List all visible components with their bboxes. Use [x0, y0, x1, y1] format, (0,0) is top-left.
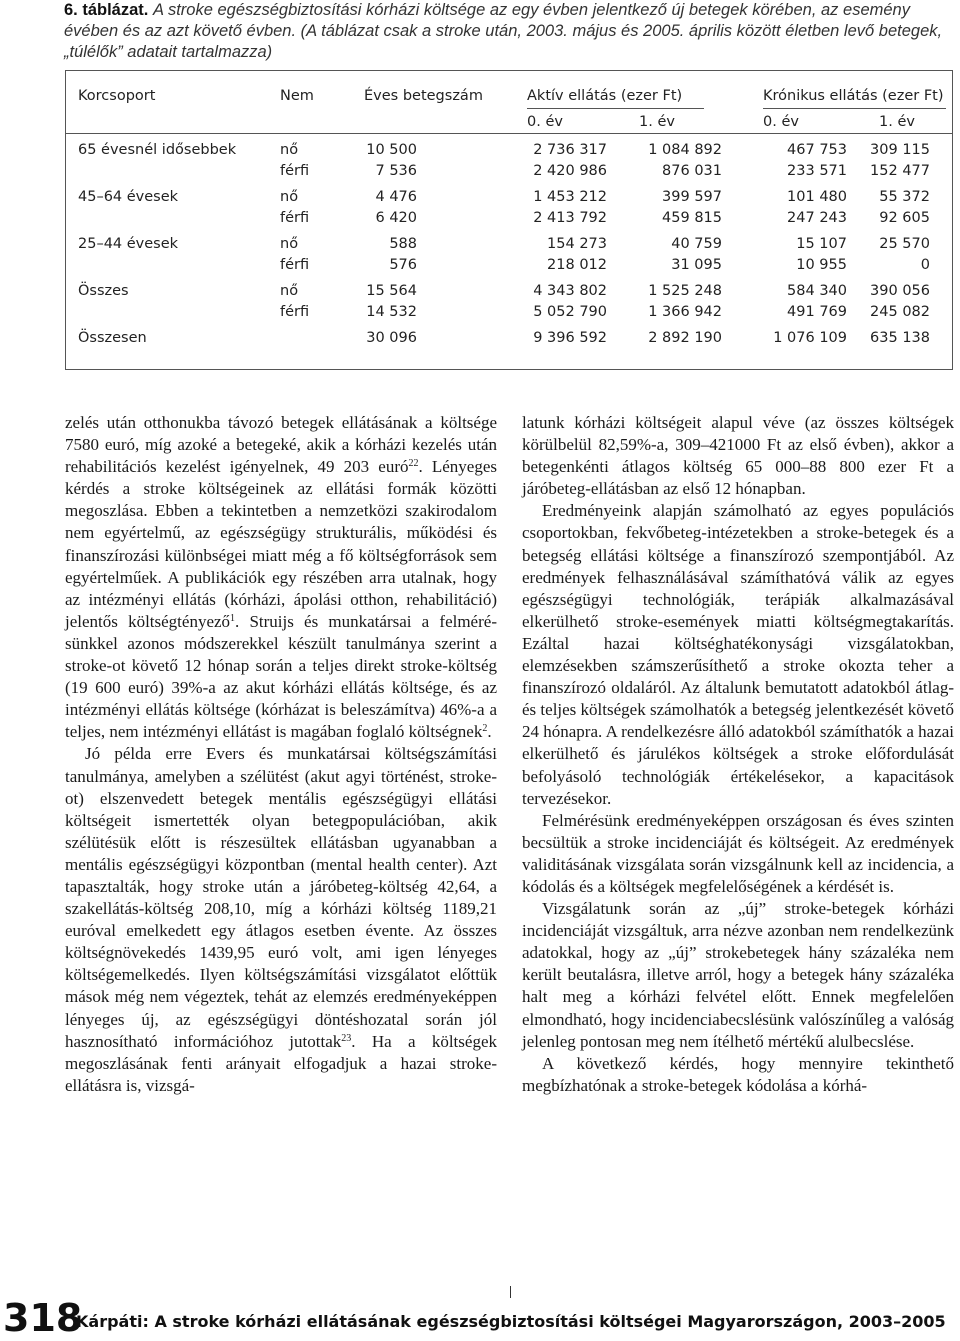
running-title: Kárpáti: A stroke kórházi ellátásának egészségbiztosítási költségei Magyarországon, 2003–2005 [76, 1312, 946, 1331]
table-cell-a1: 399 597 [662, 189, 722, 205]
table-cell-age: Összesen [78, 330, 147, 346]
subheader-active-year0: 0. év [527, 114, 563, 130]
table-cell-count: 576 [389, 257, 417, 273]
header-age-group: Korcsoport [78, 88, 156, 104]
table-cell-a1: 876 031 [662, 163, 722, 179]
table-cell-a1: 1 525 248 [648, 283, 722, 299]
table-cell-count: 10 500 [366, 142, 417, 158]
paragraph: latunk kórházi költségeit alapul véve (az összes költségek körülbelül 82,59%-a, 309–421000 Ft az első évben), akkor a betegenkénti átlagos költség 65 000–88 800 ezer Ft a járóbeteg-ellátásban az első 12 hónapban. [522, 413, 954, 499]
table-caption-text: A stroke egészségbiztosítási kórházi költsége az egy évben jelentkező új betegek körében, az esemény évében és az azt követő évben. (A táblázat csak a stroke után, 2003. május és 2005. április között életben levő betegek, „túlélők” adatait tartalmazza) [64, 1, 943, 61]
table-cell-a0: 4 343 802 [533, 283, 607, 299]
table-cell-a0: 218 012 [547, 257, 607, 273]
table-cell-c1: 92 605 [879, 210, 930, 226]
table-cell-c1: 635 138 [870, 330, 930, 346]
paragraph: Vizsgálatunk során az „új” stroke-betegek kórházi incidenciáját vizsgáltuk, arra nézve azonban nem rendelkezünk adatokkal, hogy az „új” strokebetegek hány százaléka nem került beutalásra, illetve arról, hogy a betegek hány százaléka halt meg a kórházi felvétel előtt. Ennek megfelelően elmondható, hogy incidenciabecslésünk valószínűleg a valóság jelenleg pontosan meg nem ítélhető mértékű alulbecslése. [522, 899, 954, 1051]
table-cell-c0: 10 955 [796, 257, 847, 273]
paragraph: Jó példa erre Evers és munkatársai költségszámítási tanulmánya, amelyben a szélütést (akut agyi történést, stroke-ot) elszenvedett betegek mentális egészségügyi ellátási költségeit ismertették olyan betegpopulációban, akik szélütésük előtt is részesültek ellátásban ugyanabban a mentális egészségügyi központban (mental health center). Azt tapasztalták, hogy stroke után a járóbeteg-költség 42,64, a szakellátás-költség 208,10, míg a kórházi költség 1189,21 euróval emelkedett egy átlagos esetben évente. Az összes költségnövekedés 1439,95 euró volt, ami igen lényeges költségemelkedés. Ilyen költségszámítási vizsgálatot előttük mások még nem végeztek, tehát az elemzés eredményeképpen lényeges új, az egészségügyi döntéshozatal során jól hasznosítható információhoz jutottak$^{23}$. Ha a költségek megoszlásának fenti arányait elfogadjuk a hazai stroke-ellátásra is, vizsgá- [65, 744, 497, 1095]
table-cell-c0: 15 107 [796, 236, 847, 252]
paragraph: zelés után otthonukba távozó betegek ellátásának a költsége 7580 euró, míg azoké a betegeké, akik a kórházi kezelés után rehabilitációs kezelést igényelnek, 49 203 euró$^{22}$. Lényeges kérdés a stroke költségeinek az ellátási formák közötti megoszlása. Ebben a tekintetben a nemzetközi szakirodalom nem egyértelmű, az egészségügy strukturális, működési és finanszírozási különbségei miatt még a fő költségforrások sem egyértelműek. A publikációk egy részében arra utalnak, hogy az intézményi ellátás (kórházi, ápolási otthon, rehabilitáció) jelentős költségtényező$^1$. Struijs és munkatársai a felmérésünkkel azonos módszerekkel készült tanulmánya szerint a stroke-ot követő 12 hónap során a teljes direkt stroke-költség (19 600 euró) 39%-a az akut kórházi ellátás költsége, és az intézményi ellátás költsége (kórházat is beleszámítva) 46%-a a teljes, nem intézményi ellátást is magában foglaló költségnek$^2$. [65, 413, 497, 742]
table-cell-sex: férfi [280, 210, 310, 226]
active-care-underline [527, 108, 704, 109]
table-cell-a1: 2 892 190 [648, 330, 722, 346]
table-cell-a0: 9 396 592 [533, 330, 607, 346]
header-patient-count: Éves betegszám [364, 88, 483, 104]
table-cell-c0: 491 769 [787, 304, 847, 320]
table-cell-sex: nő [280, 142, 299, 158]
table-cell-c0: 101 480 [787, 189, 847, 205]
table-cell-count: 14 532 [366, 304, 417, 320]
chronic-care-underline [763, 108, 946, 109]
table-cell-c1: 152 477 [870, 163, 930, 179]
table-cell-a1: 459 815 [662, 210, 722, 226]
table-cell-a0: 5 052 790 [533, 304, 607, 320]
table-cell-a0: 2 736 317 [533, 142, 607, 158]
page-number: 318 [3, 1296, 83, 1340]
subheader-active-year1: 1. év [639, 114, 675, 130]
table-cell-c0: 233 571 [787, 163, 847, 179]
table-cell-a0: 1 453 212 [533, 189, 607, 205]
table-cell-c1: 0 [920, 257, 930, 273]
table-cell-a1: 1 084 892 [648, 142, 722, 158]
table-cell-a1: 1 366 942 [648, 304, 722, 320]
table-cell-c1: 245 082 [870, 304, 930, 320]
header-chronic-care: Krónikus ellátás (ezer Ft) [763, 88, 944, 104]
table-cell-c0: 584 340 [787, 283, 847, 299]
table-cell-sex: férfi [280, 257, 310, 273]
paragraph: A következő kérdés, hogy mennyire tekinthető megbízhatónak a stroke-betegek kódolása a kórhá- [522, 1053, 954, 1095]
table-cell-a0: 154 273 [547, 236, 607, 252]
table-cell-a0: 2 420 986 [533, 163, 607, 179]
table-cell-sex: férfi [280, 304, 310, 320]
table-cell-sex: nő [280, 236, 299, 252]
table-cell-count: 30 096 [366, 330, 417, 346]
table-cell-count: 7 536 [375, 163, 417, 179]
table-cell-count: 6 420 [375, 210, 417, 226]
table-cell-a1: 40 759 [671, 236, 722, 252]
table-cell-c1: 25 570 [879, 236, 930, 252]
table-cell-sex: nő [280, 283, 299, 299]
table-cell-c1: 390 056 [870, 283, 930, 299]
table-cell-count: 588 [389, 236, 417, 252]
subheader-chronic-year0: 0. év [763, 114, 799, 130]
right-text-column [522, 412, 954, 1097]
paragraph: Eredményeink alapján számolható az egyes populációs csoportokban, fekvőbeteg-intézetekben a stroke-betegek és a betegség ellátási költsége a finanszírozó szempontjából. Az eredmények felhasználásával számíthatóvá válik az egyes egészségügyi technológiák, terápiák alkalmazásával elkerülhető stroke-események miatti költségmegtakarítás. Ezáltal hazai költséghatékonysági vizsgálatokban, elemzésekben számszerűsíthető a stroke okozta teher a finanszírozó oldaláról. Az általunk bemutatott adatokból átlag- és teljes költségek számolhatók a betegség jelentkezését követő 24 hónapra. A rendelkezésre álló adatokból számíthatók a hazai elkerülhető és járulékos költségek a stroke előfordulását befolyásoló technológiák értékelésekor, a kapacitások tervezésekor. [522, 501, 954, 808]
table-cell-a0: 2 413 792 [533, 210, 607, 226]
header-active-care: Aktív ellátás (ezer Ft) [527, 88, 683, 104]
table-cell-c0: 467 753 [787, 142, 847, 158]
table-cell-age: Összes [78, 283, 129, 299]
table-cell-sex: nő [280, 189, 299, 205]
table-caption-label: 6. táblázat. [64, 1, 149, 19]
table-cell-c1: 309 115 [870, 142, 930, 158]
table-cell-count: 4 476 [375, 189, 417, 205]
table-cell-c0: 1 076 109 [773, 330, 847, 346]
table-caption [64, 0, 954, 63]
subheader-chronic-year1: 1. év [879, 114, 915, 130]
left-text-column [65, 412, 497, 1097]
table-cell-sex: férfi [280, 163, 310, 179]
header-sex: Nem [280, 88, 314, 104]
page-footer [0, 1296, 960, 1341]
table-cell-count: 15 564 [366, 283, 417, 299]
table-cell-age: 25–44 évesek [78, 236, 179, 252]
header-divider [66, 133, 952, 134]
table-cell-age: 45–64 évesek [78, 189, 179, 205]
table-cell-c0: 247 243 [787, 210, 847, 226]
table-cell-age: 65 évesnél idősebbek [78, 142, 237, 158]
table-cell-a1: 31 095 [671, 257, 722, 273]
cost-table [65, 70, 953, 370]
table-cell-c1: 55 372 [879, 189, 930, 205]
paragraph: Felmérésünk eredményeképpen országosan és éves szinten becsültük a stroke incidenciáját és költségeit. Az eredmények validitásának vizsgálata során vizsgálnunk kell az incidencia, a kódolás és a költségek megfelelőségének a kérdését is. [522, 810, 954, 896]
